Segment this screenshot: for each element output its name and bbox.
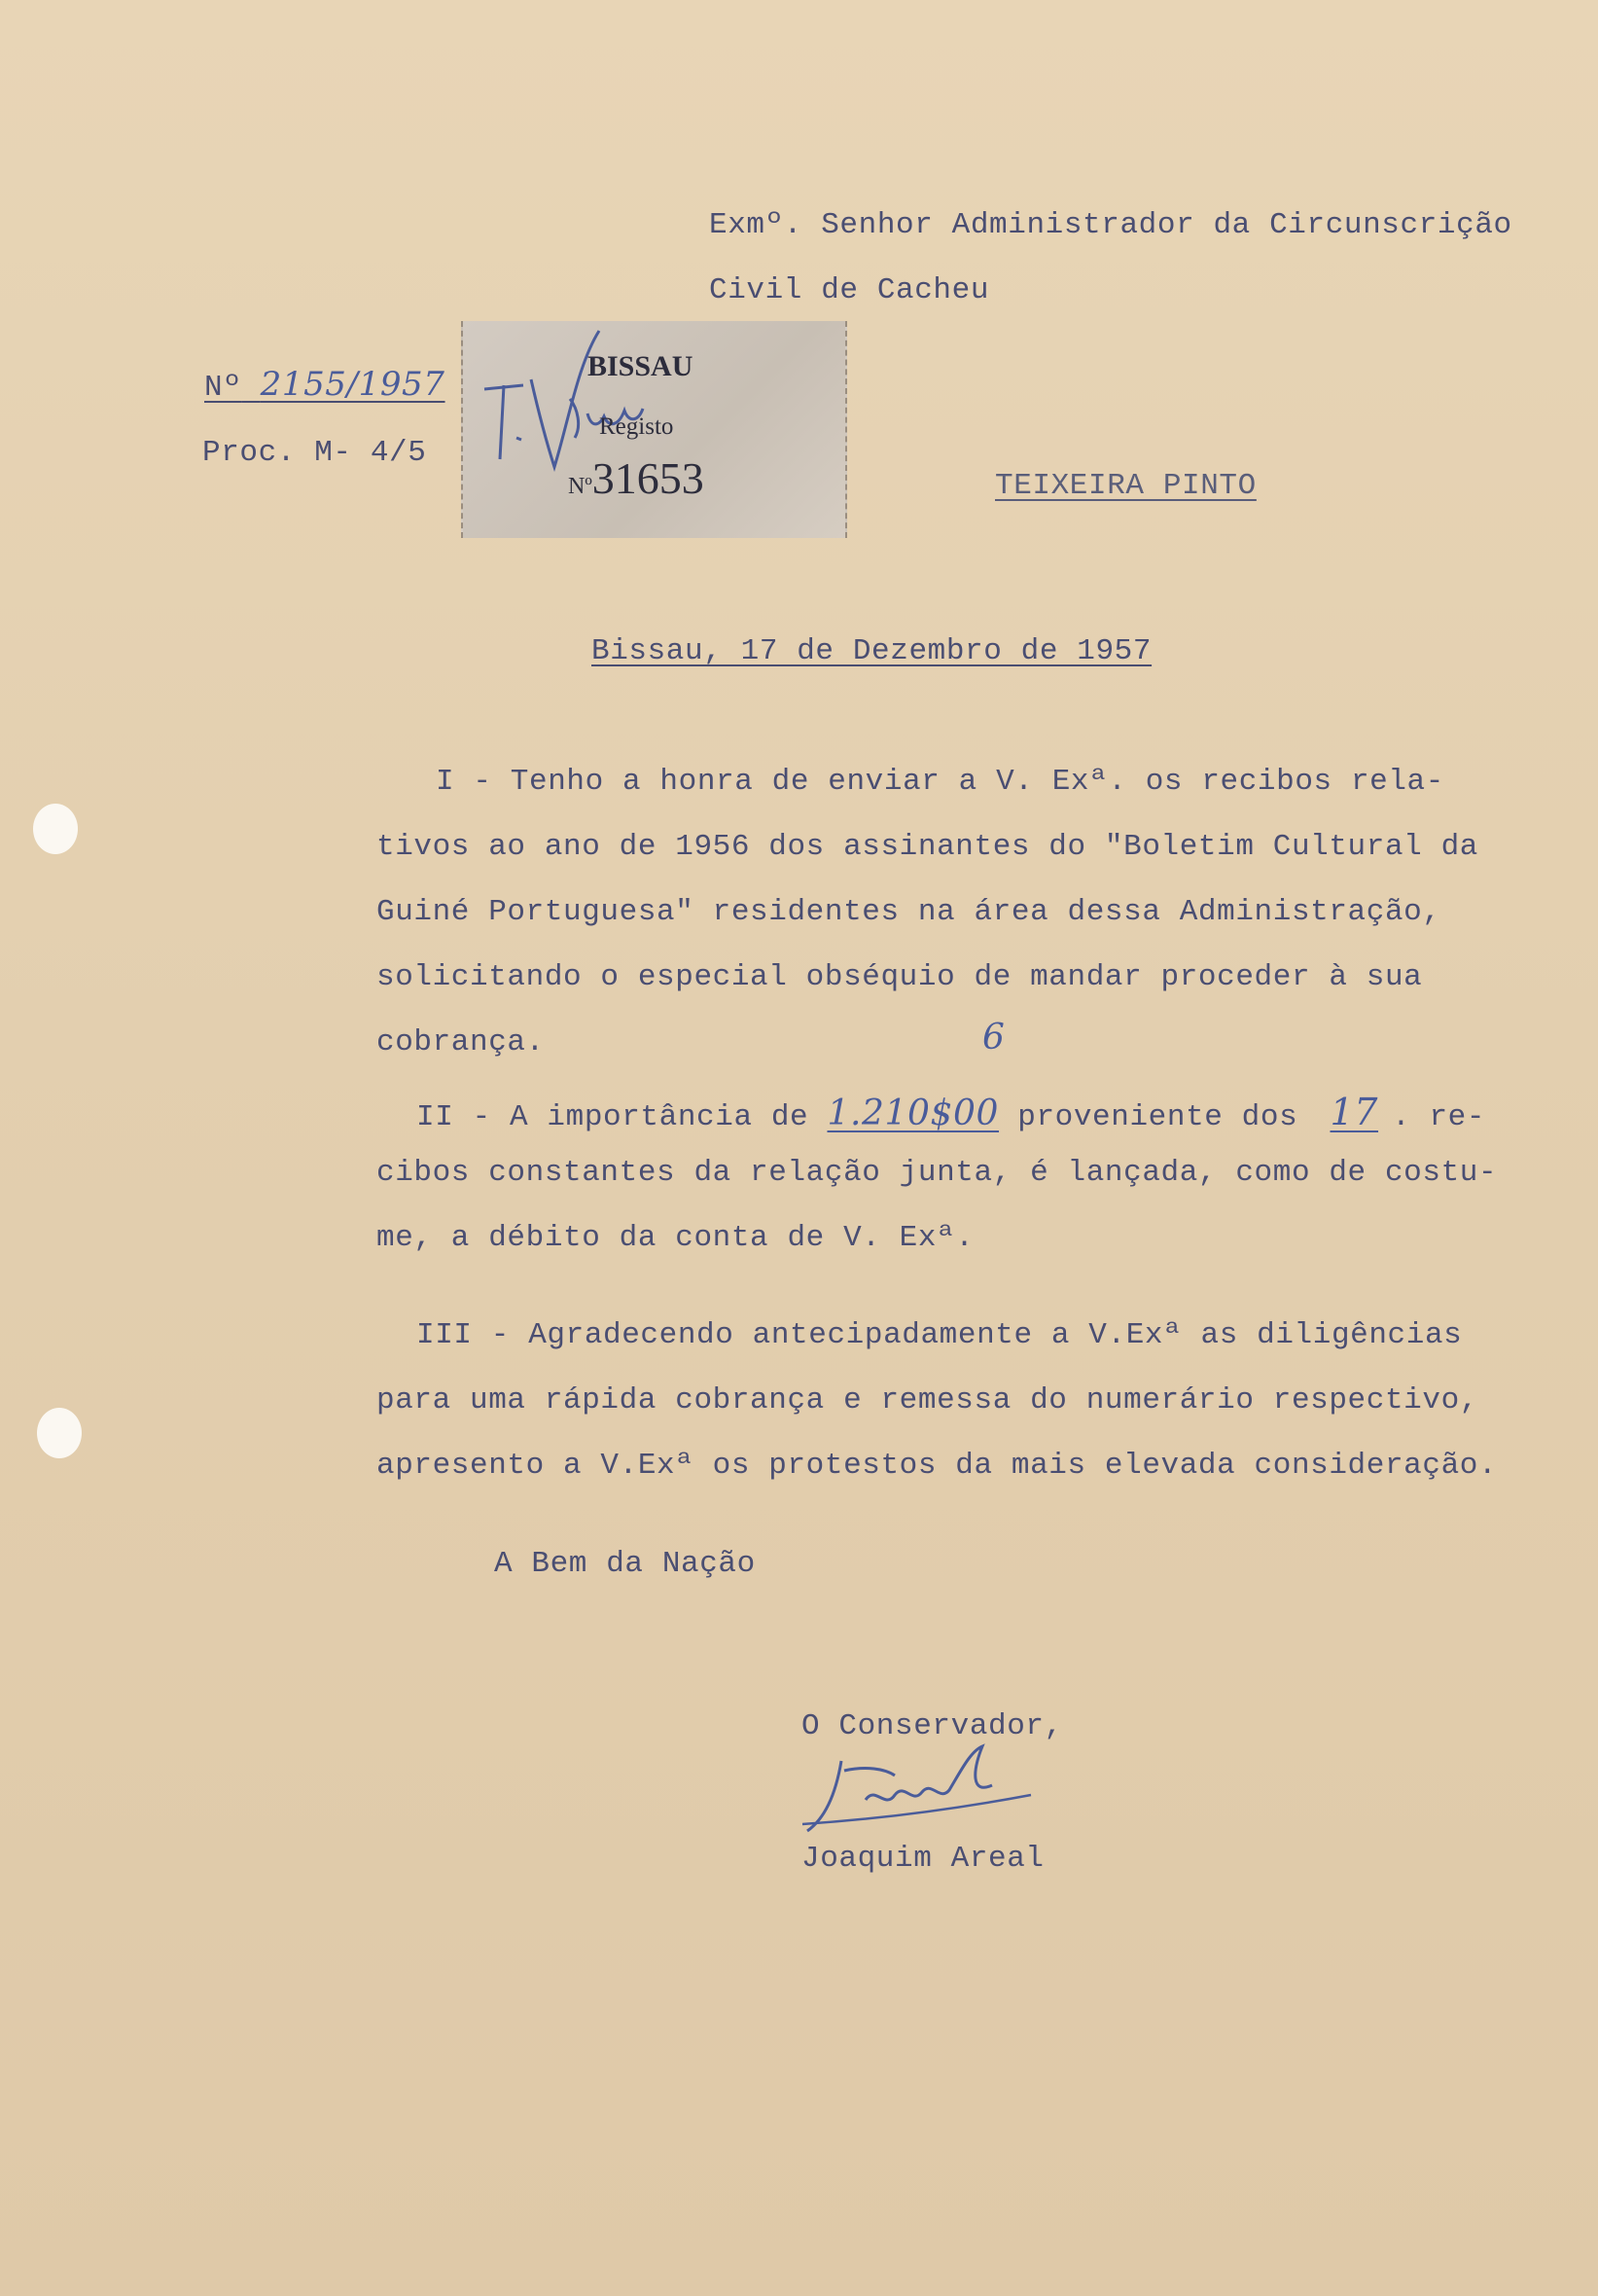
addressee-line-2: Civil de Cacheu (709, 273, 990, 307)
signatory-name: Joaquim Areal (801, 1842, 1045, 1876)
punch-hole-top (33, 804, 78, 854)
paragraph-2-start: II - A importância de (416, 1100, 809, 1134)
reference-number-prefix: Nº (204, 371, 242, 405)
addressee-line-1: Exmº. Senhor Administrador da Circunscrição (709, 208, 1512, 242)
paragraph-2-line-3: me, a débito da conta de V. Exª. (376, 1221, 975, 1255)
amount-handwritten: 1.210$00 (827, 1094, 1000, 1133)
paragraph-2-mid: proveniente dos (1017, 1100, 1298, 1134)
punch-hole-bottom (37, 1408, 82, 1458)
destination: TEIXEIRA PINTO (995, 469, 1257, 503)
paragraph-1-line-5: cobrança. (376, 1025, 545, 1059)
amount-correction-note: 6 (982, 1018, 1006, 1058)
stamp-number-prefix: Nº (568, 474, 592, 499)
date-line: Bissau, 17 de Dezembro de 1957 (591, 634, 1153, 668)
process-reference: Proc. M- 4/5 (202, 436, 427, 470)
paragraph-1-line-4: solicitando o especial obséquio de mandar proceder à sua (376, 960, 1423, 994)
paragraph-3-line-2: para uma rápida cobrança e remessa do numerário respectivo, (376, 1383, 1478, 1417)
paragraph-3-line-3: apresento a V.Exª os protestos da mais elevada consideração. (376, 1449, 1498, 1483)
stamp-label: Registo (599, 413, 674, 440)
signature-title: O Conservador, (801, 1709, 1063, 1743)
paragraph-1-line-3: Guiné Portuguesa" residentes na área dessa Administração, (376, 895, 1441, 929)
paragraph-2-line-2: cibos constantes da relação junta, é lançada, como de costu- (376, 1156, 1498, 1190)
registration-stamp (461, 321, 847, 538)
paragraph-1-line-2: tivos ao ano de 1956 dos assinantes do "Boletim Cultural da (376, 830, 1478, 864)
handwritten-signature (798, 1741, 1050, 1839)
paragraph-1-line-1: I - Tenho a honra de enviar a V. Exª. os recibos rela- (436, 765, 1444, 799)
stamp-number (568, 452, 704, 504)
closing-salutation: A Bem da Nação (494, 1547, 756, 1581)
paragraph-3-line-1: III - Agradecendo antecipadamente a V.Exª as diligências (416, 1318, 1463, 1352)
stamp-number-value: 31653 (591, 453, 704, 503)
paragraph-2-end: . re- (1392, 1100, 1486, 1134)
receipt-count-handwritten: 17 (1330, 1091, 1379, 1133)
reference-number (204, 365, 445, 405)
reference-number-value: 2155/1957 (260, 365, 445, 404)
paragraph-2-line-1 (416, 1091, 1485, 1134)
stamp-city: BISSAU (587, 350, 693, 382)
